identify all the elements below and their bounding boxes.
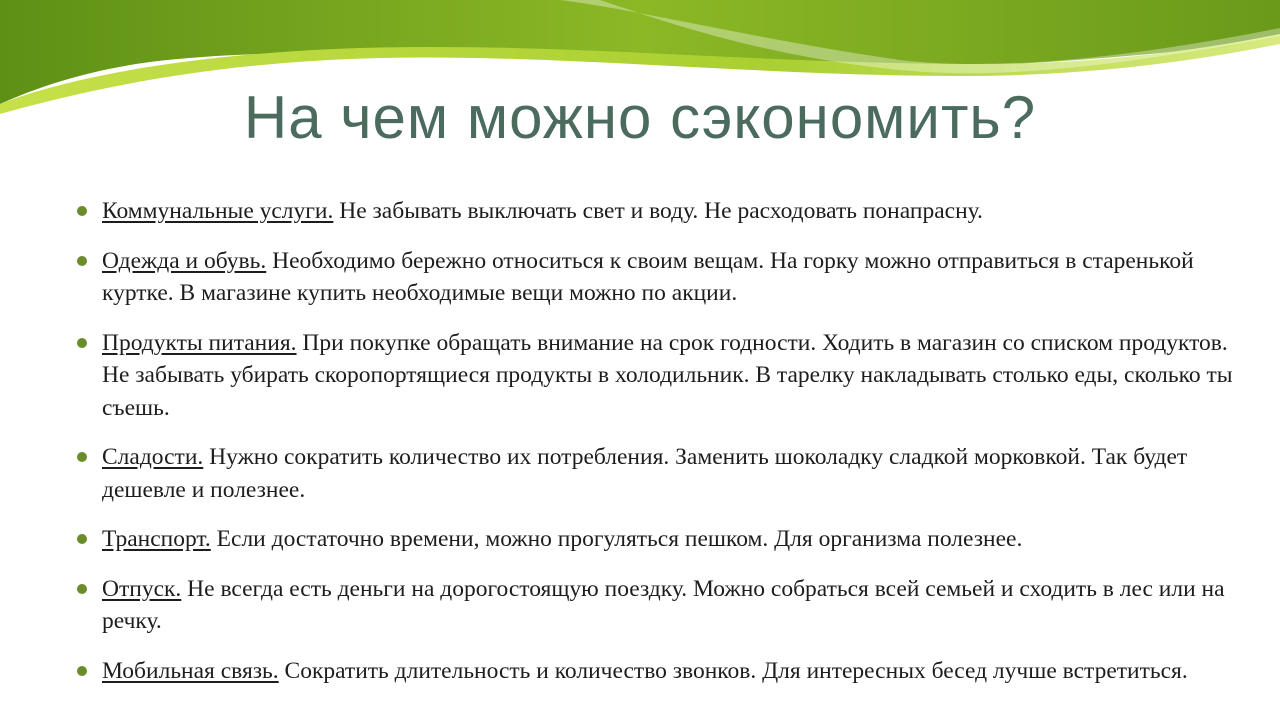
item-term: Мобильная связь. [102,657,279,684]
list-item [0,573,1280,638]
item-text: Если достаточно времени, можно прогуляться пешком. Для организма полезнее. [210,526,1023,552]
item-text: Не забывать выключать свет и воду. Не расходовать понапрасну. [333,198,983,224]
bullet-dot-icon [77,534,87,544]
list-item [0,245,1280,310]
list-item [0,327,1280,425]
savings-list [0,195,1280,704]
list-item [0,441,1280,506]
list-item [0,195,1280,228]
bullet-dot-icon [77,338,87,348]
item-term: Транспорт. [102,526,211,552]
item-term: Коммунальные услуги. [102,198,334,224]
item-text: Сократить длительность и количество звонков. Для интересных бесед лучше встретиться. [278,657,1188,684]
bullet-dot-icon [77,584,87,594]
slide-title: На чем можно сэкономить? [243,84,1037,151]
bullet-dot-icon [77,666,87,676]
item-text: Не всегда есть деньги на дорогостоящую поездку. Можно собраться всей семьей и сходить в лес или на речку. [102,575,1225,634]
bullet-dot-icon [77,256,87,266]
bullet-dot-icon [77,452,87,462]
list-item [0,523,1280,556]
bullet-dot-icon [77,206,87,216]
item-term: Сладости. [102,444,204,470]
list-item [0,655,1280,688]
item-term: Продукты питания. [102,329,297,356]
item-text: Необходимо бережно относиться к своим вещам. На горку можно отправиться в старенькой куртке. В магазине купить необходимые вещи можно по акции. [102,247,1194,306]
item-term: Одежда и обувь. [102,247,267,274]
item-text: При покупке обращать внимание на срок годности. Ходить в магазин со списком продуктов. Не забывать убирать скоропортящиеся продукты в холодильник. В тарелку накладывать столько еды, сколько ты съешь. [102,329,1233,421]
item-term: Отпуск. [102,575,182,602]
item-text: Нужно сократить количество их потребления. Заменить шоколадку сладкой морковкой. Так будет дешевле и полезнее. [102,444,1188,503]
